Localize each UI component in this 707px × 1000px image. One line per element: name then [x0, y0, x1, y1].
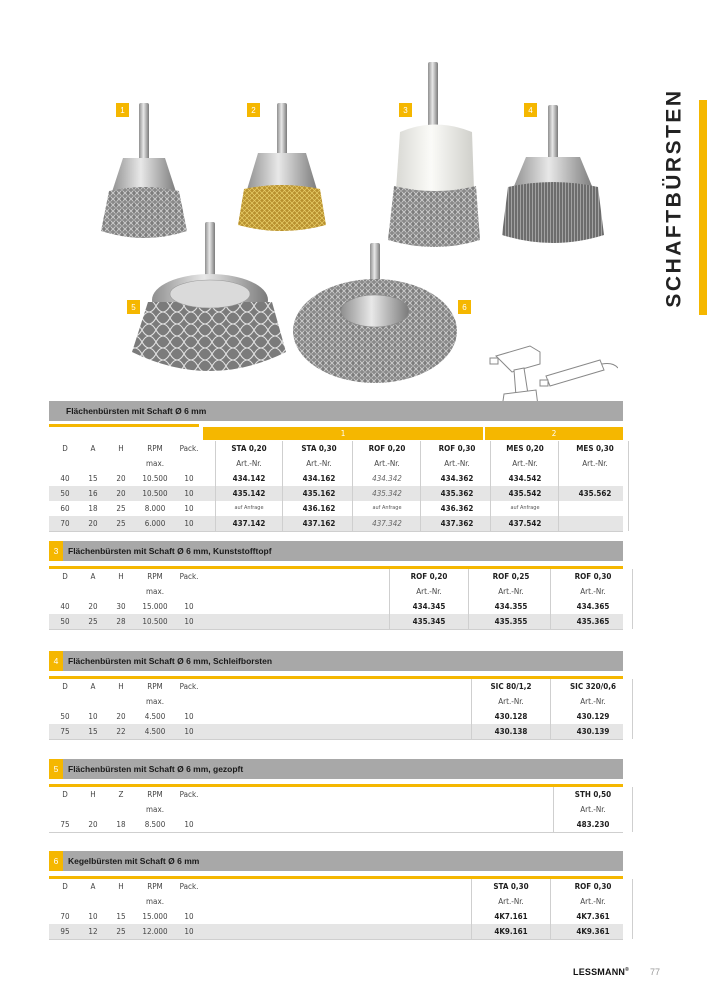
t1-separator — [352, 441, 353, 531]
t4-cell: 8.500 — [144, 820, 166, 829]
table4-title-bar — [49, 759, 623, 779]
t3-subheader: max. — [146, 697, 164, 706]
t2-col-header: H — [118, 572, 124, 581]
t4-table-row — [49, 817, 623, 832]
t4-cell: 483.230 — [576, 820, 610, 829]
t1-cell — [562, 516, 628, 531]
t3-header-row — [49, 679, 623, 694]
t1-col-header: Pack. — [179, 444, 199, 453]
t3-table-row — [49, 724, 623, 739]
t3-col-header: D — [62, 682, 68, 691]
t2-cell: 434.345 — [412, 602, 446, 611]
t3-col-header: RPM — [147, 682, 163, 691]
t2-separator — [550, 569, 551, 629]
t1-col-header: MES 0,30 — [576, 444, 614, 453]
t1-separator — [490, 441, 491, 531]
t3-cell: 4.500 — [144, 727, 166, 736]
table2-title-bar — [49, 541, 623, 561]
t2-subheader-row — [49, 584, 623, 599]
t3-cell: 10 — [88, 712, 98, 721]
side-title: SCHAFTBÜRSTEN — [663, 88, 687, 308]
t4-col-header: D — [62, 790, 68, 799]
t1-cell: 437.362 — [440, 519, 474, 528]
t2-col-header: ROF 0,25 — [492, 572, 530, 581]
t2-col-header: RPM — [147, 572, 163, 581]
t2-col-header: Pack. — [179, 572, 199, 581]
t2-separator — [468, 569, 469, 629]
t1-table-row — [49, 516, 623, 531]
t5-cell: 12 — [88, 927, 98, 936]
t5-cell: 12.000 — [142, 927, 168, 936]
t1-col-header: STA 0,30 — [301, 444, 337, 453]
t1-cell: 8.000 — [144, 504, 166, 513]
t3-cell: 430.138 — [494, 727, 528, 736]
t5-cell: 15.000 — [142, 912, 168, 921]
t5-separator — [471, 879, 472, 939]
t1-cell: 435.362 — [440, 489, 474, 498]
t4-cell: 20 — [88, 820, 98, 829]
product-image-4 — [498, 105, 608, 255]
t2-separator — [632, 569, 633, 629]
t5-subheader: Art.-Nr. — [498, 897, 524, 906]
t5-cell: 10 — [88, 912, 98, 921]
table1-group2-header: 2 — [485, 427, 623, 440]
badge-2: 2 — [247, 103, 260, 117]
t1-col-header: ROF 0,30 — [438, 444, 476, 453]
t1-cell: 20 — [88, 519, 98, 528]
t3-separator — [550, 679, 551, 739]
t2-cell: 28 — [116, 617, 126, 626]
t5-cell: 10 — [184, 927, 194, 936]
t2-cell: 20 — [88, 602, 98, 611]
t1-cell: 436.362 — [440, 504, 474, 513]
t3-cell: 430.139 — [576, 727, 610, 736]
t4-cell: 10 — [184, 820, 194, 829]
t1-col-header: A — [90, 444, 96, 453]
t1-cell: 20 — [116, 474, 126, 483]
t5-cell: 4K9.361 — [576, 927, 610, 936]
t1-cell: 437.542 — [508, 519, 542, 528]
table2-number: 3 — [49, 541, 63, 561]
t1-separator — [628, 441, 629, 531]
t4-col-header: Pack. — [179, 790, 199, 799]
t4-cell: 75 — [60, 820, 70, 829]
t4-col-header: STH 0,50 — [574, 790, 612, 799]
t5-separator — [632, 879, 633, 939]
t1-cell: 435.342 — [372, 489, 402, 498]
t5-subheader-row — [49, 894, 623, 909]
t1-cell: 434.362 — [440, 474, 474, 483]
t2-cell: 30 — [116, 602, 126, 611]
t4-bottom-line — [49, 832, 623, 833]
t4-header-row — [49, 787, 623, 802]
t1-subheader: Art.-Nr. — [582, 459, 608, 468]
table4-number: 5 — [49, 759, 63, 779]
t3-cell: 10 — [184, 712, 194, 721]
t1-cell: 10 — [184, 504, 194, 513]
t5-subheader: Art.-Nr. — [580, 897, 606, 906]
table1-title-bar — [49, 401, 623, 421]
t2-cell: 435.345 — [412, 617, 446, 626]
t1-cell: 40 — [60, 474, 70, 483]
t5-col-header: D — [62, 882, 68, 891]
t1-subheader: Art.-Nr. — [236, 459, 262, 468]
t1-cell: 60 — [60, 504, 70, 513]
t1-cell: 435.542 — [508, 489, 542, 498]
t1-col-header: MES 0,20 — [506, 444, 544, 453]
badge-1: 1 — [116, 103, 129, 117]
badge-4: 4 — [524, 103, 537, 117]
t2-cell: 10.500 — [142, 617, 168, 626]
t3-subheader: Art.-Nr. — [580, 697, 606, 706]
t1-cell: 10 — [184, 489, 194, 498]
t1-subheader: max. — [146, 459, 164, 468]
t5-cell: 4K7.161 — [494, 912, 528, 921]
t1-cell: auf Anfrage — [510, 505, 540, 511]
t1-cell: 10.500 — [142, 474, 168, 483]
table4-title: Flächenbürsten mit Schaft Ø 6 mm, gezopft — [68, 764, 244, 774]
t3-cell: 20 — [116, 712, 126, 721]
t5-col-header: RPM — [147, 882, 163, 891]
t1-cell: 436.162 — [302, 504, 336, 513]
t3-subheader: Art.-Nr. — [498, 697, 524, 706]
t2-cell: 15.000 — [142, 602, 168, 611]
t5-subheader: max. — [146, 897, 164, 906]
t2-header-row — [49, 569, 623, 584]
t3-cell: 75 — [60, 727, 70, 736]
table1-group1-header: 1 — [203, 427, 483, 440]
t2-cell: 434.355 — [494, 602, 528, 611]
t1-cell: 437.142 — [232, 519, 266, 528]
t4-col-header: Z — [118, 790, 124, 799]
t2-table-row — [49, 599, 623, 614]
t1-cell: 434.542 — [508, 474, 542, 483]
t2-cell: 10 — [184, 602, 194, 611]
t1-subheader: Art.-Nr. — [374, 459, 400, 468]
t4-col-header: H — [90, 790, 96, 799]
t1-table-row — [49, 501, 623, 516]
t5-cell: 4K9.161 — [494, 927, 528, 936]
t1-col-header: H — [118, 444, 124, 453]
badge-6: 6 — [458, 300, 471, 314]
t1-cell: 434.162 — [302, 474, 336, 483]
t3-cell: 15 — [88, 727, 98, 736]
t2-separator — [389, 569, 390, 629]
t1-cell — [562, 471, 628, 486]
table3-number: 4 — [49, 651, 63, 671]
t1-cell: auf Anfrage — [234, 505, 264, 511]
t3-separator — [471, 679, 472, 739]
t1-subheader: Art.-Nr. — [444, 459, 470, 468]
t2-cell: 40 — [60, 602, 70, 611]
product-image-5 — [128, 222, 293, 387]
t2-subheader: Art.-Nr. — [498, 587, 524, 596]
t5-col-header: H — [118, 882, 124, 891]
t2-col-header: ROF 0,30 — [574, 572, 612, 581]
t1-col-header: D — [62, 444, 68, 453]
t1-col-header: RPM — [147, 444, 163, 453]
t3-cell: 430.128 — [494, 712, 528, 721]
t3-bottom-line — [49, 739, 623, 740]
table3-title: Flächenbürsten mit Schaft Ø 6 mm, Schleifborsten — [68, 656, 273, 666]
t2-cell: 10 — [184, 617, 194, 626]
t3-col-header: A — [90, 682, 96, 691]
t2-cell: 434.365 — [576, 602, 610, 611]
t1-subheader: Art.-Nr. — [512, 459, 538, 468]
t5-cell: 95 — [60, 927, 70, 936]
brand-logo: LESSMANN® — [573, 967, 629, 977]
t1-cell: 10 — [184, 474, 194, 483]
table5-title: Kegelbürsten mit Schaft Ø 6 mm — [68, 856, 200, 866]
t5-table-row — [49, 924, 623, 939]
badge-5: 5 — [127, 300, 140, 314]
t1-cell: 70 — [60, 519, 70, 528]
t5-bottom-line — [49, 939, 623, 940]
t1-col-header: STA 0,20 — [231, 444, 267, 453]
t4-separator — [632, 787, 633, 832]
t1-subheader-row — [49, 456, 623, 471]
t5-cell: 25 — [116, 927, 126, 936]
t3-cell: 430.129 — [576, 712, 610, 721]
t1-separator — [215, 441, 216, 531]
t5-cell: 10 — [184, 912, 194, 921]
t3-table-row — [49, 709, 623, 724]
t1-col-header: ROF 0,20 — [368, 444, 406, 453]
t1-cell: auf Anfrage — [372, 505, 402, 511]
t4-subheader-row — [49, 802, 623, 817]
table1-title: Flächenbürsten mit Schaft Ø 6 mm — [66, 406, 207, 416]
t5-cell: 4K7.361 — [576, 912, 610, 921]
t5-col-header: Pack. — [179, 882, 199, 891]
table5-number: 6 — [49, 851, 63, 871]
t5-separator — [550, 879, 551, 939]
t1-cell: 25 — [116, 519, 126, 528]
t1-cell: 434.342 — [372, 474, 402, 483]
t3-col-header: H — [118, 682, 124, 691]
table5-title-bar — [49, 851, 623, 871]
t4-subheader: Art.-Nr. — [580, 805, 606, 814]
table2-title: Flächenbürsten mit Schaft Ø 6 mm, Kunststofftopf — [68, 546, 272, 556]
t1-table-row — [49, 471, 623, 486]
t1-cell: 10 — [184, 519, 194, 528]
t1-header-row — [49, 441, 623, 456]
side-accent-bar — [699, 100, 707, 315]
t3-col-header: SIC 320/0,6 — [569, 682, 617, 691]
t2-cell: 435.355 — [494, 617, 528, 626]
t1-cell: 15 — [88, 474, 98, 483]
t4-col-header: RPM — [147, 790, 163, 799]
t1-separator — [282, 441, 283, 531]
t2-subheader: max. — [146, 587, 164, 596]
t1-cell: 16 — [88, 489, 98, 498]
t1-cell: 435.562 — [578, 489, 612, 498]
t2-subheader: Art.-Nr. — [580, 587, 606, 596]
t1-cell: 437.342 — [372, 519, 402, 528]
t1-cell: 50 — [60, 489, 70, 498]
t2-col-header: A — [90, 572, 96, 581]
t4-separator — [553, 787, 554, 832]
t5-header-row — [49, 879, 623, 894]
t5-cell: 70 — [60, 912, 70, 921]
badge-3: 3 — [399, 103, 412, 117]
table3-title-bar — [49, 651, 623, 671]
t1-subheader: Art.-Nr. — [306, 459, 332, 468]
t2-cell: 25 — [88, 617, 98, 626]
t4-subheader: max. — [146, 805, 164, 814]
t1-cell: 6.000 — [144, 519, 166, 528]
t5-col-header: ROF 0,30 — [574, 882, 612, 891]
t1-cell: 437.162 — [302, 519, 336, 528]
page-number: 77 — [650, 967, 661, 977]
t3-separator — [632, 679, 633, 739]
t1-bottom-line — [49, 531, 623, 532]
t3-cell: 10 — [184, 727, 194, 736]
t1-cell: 20 — [116, 489, 126, 498]
t1-cell: 435.142 — [232, 489, 266, 498]
t1-cell: 434.142 — [232, 474, 266, 483]
t3-cell: 50 — [60, 712, 70, 721]
t3-col-header: SIC 80/1,2 — [490, 682, 532, 691]
t2-cell: 50 — [60, 617, 70, 626]
t2-cell: 435.365 — [576, 617, 610, 626]
t1-cell — [562, 501, 628, 516]
t3-cell: 4.500 — [144, 712, 166, 721]
t1-cell: 18 — [88, 504, 98, 513]
t3-col-header: Pack. — [179, 682, 199, 691]
t3-cell: 22 — [116, 727, 126, 736]
t2-bottom-line — [49, 629, 623, 630]
t4-cell: 18 — [116, 820, 126, 829]
t2-table-row — [49, 614, 623, 629]
product-image-6 — [290, 243, 465, 393]
t1-separator — [420, 441, 421, 531]
t2-col-header: D — [62, 572, 68, 581]
t5-cell: 15 — [116, 912, 126, 921]
table1-accent-line — [49, 424, 199, 427]
t2-col-header: ROF 0,20 — [410, 572, 448, 581]
t5-col-header: A — [90, 882, 96, 891]
t1-cell: 10.500 — [142, 489, 168, 498]
t2-subheader: Art.-Nr. — [416, 587, 442, 596]
t1-table-row — [49, 486, 623, 501]
t5-col-header: STA 0,30 — [493, 882, 529, 891]
t1-separator — [558, 441, 559, 531]
t3-subheader-row — [49, 694, 623, 709]
t1-cell: 25 — [116, 504, 126, 513]
product-image-3 — [380, 62, 490, 252]
t5-table-row — [49, 909, 623, 924]
t1-cell: 435.162 — [302, 489, 336, 498]
